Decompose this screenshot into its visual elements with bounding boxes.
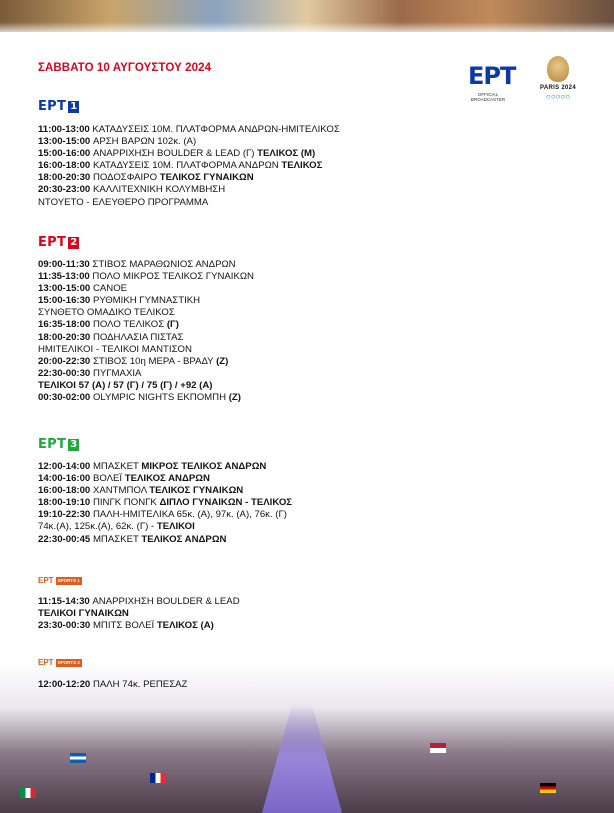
schedule-bold-text: 19:10-22:30 <box>38 509 93 521</box>
flag-icon <box>150 773 166 783</box>
schedule-line <box>38 172 340 184</box>
olympic-rings-icon: ○○○○○ <box>545 92 571 101</box>
schedule-text: ΑΡΣΗ ΒΑΡΩΝ 102κ. (Α) <box>92 136 197 148</box>
paris-2024-logo: PARIS 2024 ○○○○○ <box>538 56 578 110</box>
schedule-text: ΝΤΟΥΕΤΟ - ΕΛΕΥΘΕΡΟ ΠΡΟΓΡΑΜΜΑ <box>38 196 209 208</box>
schedule-bold-text: 12:00-12:20 <box>38 679 93 690</box>
schedule-text: ΚΑΤΑΔΥΣΕΙΣ 10Μ. ΠΛΑΤΦΟΡΜΑ ΑΝΔΡΩΝ-ΗΜΙΤΕΛΙΚΟΣ <box>92 124 340 135</box>
schedule-ert2 <box>38 259 254 404</box>
schedule-line <box>38 485 292 497</box>
schedule-bold-text: 09:00-11:30 <box>38 259 93 270</box>
schedule-ert-sports2 <box>38 679 187 691</box>
schedule-text: ΠΟΛΟ ΜΙΚΡΟΣ ΤΕΛΙΚΟΣ ΓΥΝΑΙΚΩΝ <box>92 271 254 283</box>
schedule-bold-text: 23:30-00:30 <box>38 620 93 632</box>
schedule-bold-text: 16:00-18:00 <box>38 485 93 497</box>
schedule-bold-text: 22:30-00:45 <box>38 533 93 545</box>
schedule-bold-text: 00:30-02:00 <box>38 392 93 404</box>
schedule-text: ΑΝΑΡΡΙΧΗΣΗ BOULDER & LEAD (Γ) <box>92 148 258 160</box>
schedule-line <box>38 608 240 620</box>
schedule-bold-text: 20:00-22:30 <box>38 355 93 367</box>
schedule-line <box>38 392 254 404</box>
schedule-line <box>38 295 254 307</box>
schedule-bold-text: ΤΕΛΙΚΟΙ 57 (Α) / 57 (Γ) / 75 (Γ) / +92 (Α) <box>38 379 213 391</box>
schedule-text: ΜΠΙΤΣ ΒΟΛΕΪ <box>92 620 157 632</box>
schedule-bold-text: 18:00-20:30 <box>38 331 93 343</box>
paris-flame-icon <box>547 56 569 82</box>
schedule-line <box>38 307 254 319</box>
schedule-bold-text: 20:30-23:00 <box>38 184 93 196</box>
schedule-bold-text: 18:00-20:30 <box>38 172 93 184</box>
schedule-bold-text: (Ζ) <box>228 392 241 404</box>
schedule-ert-sports1 <box>38 596 240 632</box>
schedule-line <box>38 136 340 148</box>
schedule-text: ΑΝΑΡΡΙΧΗΣΗ BOULDER & LEAD <box>92 596 240 607</box>
schedule-text: CANOE <box>92 283 128 295</box>
schedule-text: ΚΑΤΑΔΥΣΕΙΣ 10Μ. ΠΛΑΤΦΟΡΜΑ ΑΝΔΡΩΝ <box>92 160 282 172</box>
schedule-line <box>38 679 187 691</box>
schedule-line <box>38 184 340 196</box>
schedule-bold-text: ΤΕΛΙΚΟΙ ΓΥΝΑΙΚΩΝ <box>38 608 129 620</box>
schedule-bold-text: 11:00-13:00 <box>38 124 93 135</box>
schedule-text: ΠΟΔΟΣΦΑΙΡΟ <box>92 172 160 184</box>
channel-label-ert1: ΕΡΤ 1 <box>38 99 78 114</box>
schedule-line <box>38 461 292 473</box>
schedule-line <box>38 368 254 380</box>
schedule-text: ΠΙΝΓΚ ΠΟΝΓΚ <box>92 497 160 509</box>
schedule-bold-text: ΤΕΛΙΚΟΣ (Μ) <box>257 148 316 160</box>
logo-group <box>468 56 598 110</box>
schedule-bold-text: ΤΕΛΙΚΟΣ (Α) <box>156 620 214 632</box>
schedule-line <box>38 534 292 546</box>
schedule-line <box>38 283 254 295</box>
schedule-bold-text: (Ζ) <box>216 355 229 367</box>
flag-icon <box>540 783 556 793</box>
schedule-line <box>38 596 240 608</box>
schedule-bold-text: ΤΕΛΙΚΟΣ <box>281 160 323 172</box>
schedule-bold-text: 14:00-16:00 <box>38 473 93 485</box>
schedule-bold-text: ΤΕΛΙΚΟΙ <box>156 521 195 533</box>
schedule-bold-text: (Γ) <box>166 319 179 331</box>
schedule-line <box>38 509 292 521</box>
flag-icon <box>70 753 86 763</box>
schedule-line <box>38 271 254 283</box>
schedule-bold-text: 12:00-14:00 <box>38 461 93 472</box>
schedule-bold-text: 13:00-15:00 <box>38 283 93 295</box>
schedule-bold-text: 22:30-00:30 <box>38 367 93 379</box>
schedule-line <box>38 356 254 368</box>
schedule-line <box>38 160 340 172</box>
official-broadcaster-label: OFFICIAL BROADCASTER <box>470 92 506 102</box>
schedule-ert1 <box>38 124 340 209</box>
channel-label-ert2: ΕΡΤ 2 <box>38 235 78 250</box>
schedule-text: ΒΟΛΕΪ <box>92 473 125 485</box>
flag-icon <box>430 743 446 753</box>
channel-label-ert-sports2: ΕΡΤ SPORTS 2 <box>38 658 80 667</box>
schedule-text: ΡΥΘΜΙΚΗ ΓΥΜΝΑΣΤΙΚΗ <box>92 295 201 307</box>
schedule-line <box>38 521 292 533</box>
schedule-bold-text: 13:00-15:00 <box>38 136 93 148</box>
schedule-bold-text: 11:15-14:30 <box>38 596 93 607</box>
schedule-line <box>38 148 340 160</box>
schedule-text: ΠΟΔΗΛΑΣΙΑ ΠΙΣΤΑΣ <box>92 331 184 343</box>
schedule-line <box>38 380 254 392</box>
schedule-bold-text: 15:00-16:00 <box>38 148 93 160</box>
schedule-line <box>38 124 340 136</box>
schedule-text: ΠΟΛΟ ΤΕΛΙΚΟΣ <box>92 319 167 331</box>
ert-logo: ΕΡΤ <box>468 62 516 90</box>
schedule-line <box>38 332 254 344</box>
schedule-bold-text: ΤΕΛΙΚΟΣ ΓΥΝΑΙΚΩΝ <box>149 485 244 497</box>
schedule-bold-text: 18:00-19:10 <box>38 497 93 509</box>
schedule-text: 74κ.(Α), 125κ.(Α), 62κ. (Γ) - <box>38 521 157 533</box>
schedule-ert3 <box>38 461 292 546</box>
schedule-bold-text: ΔΙΠΛΟ ΓΥΝΑΙΚΩΝ - ΤΕΛΙΚΟΣ <box>159 497 293 509</box>
schedule-text: ΣΤΙΒΟΣ 10η ΜΕΡΑ - ΒΡΑΔΥ <box>92 355 217 367</box>
schedule-bold-text: 15:00-16:30 <box>38 295 93 307</box>
schedule-line <box>38 344 254 356</box>
schedule-text: ΧΑΝΤΜΠΟΛ <box>92 485 150 497</box>
schedule-line <box>38 319 254 331</box>
schedule-bold-text: 11:35-13:00 <box>38 271 93 283</box>
schedule-text: OLYMPIC NIGHTS ΕΚΠΟΜΠΗ <box>92 392 229 404</box>
header-fade <box>0 22 614 36</box>
schedule-text: ΠΥΓΜΑΧΙΑ <box>92 367 142 379</box>
schedule-bold-text: ΤΕΛΙΚΟΣ ΑΝΔΡΩΝ <box>141 533 227 545</box>
channel-label-ert-sports1: ΕΡΤ SPORTS 1 <box>38 576 80 585</box>
schedule-text: ΜΠΑΣΚΕΤ <box>92 461 142 472</box>
flag-icon <box>20 788 36 798</box>
schedule-text: ΚΑΛΛΙΤΕΧΝΙΚΗ ΚΟΛΥΜΒΗΣΗ <box>92 184 226 196</box>
schedule-text: ΜΠΑΣΚΕΤ <box>92 533 142 545</box>
schedule-date: ΣΑΒΒΑΤΟ 10 ΑΥΓΟΥΣΤΟΥ 2024 <box>38 62 212 74</box>
schedule-text: ΣΥΝΘΕΤΟ ΟΜΑΔΙΚΟ ΤΕΛΙΚΟΣ <box>38 307 175 319</box>
schedule-line <box>38 197 340 209</box>
schedule-line <box>38 620 240 632</box>
schedule-text: ΠΑΛΗ 74κ. ΡΕΠΕΣΑΖ <box>92 679 188 690</box>
schedule-bold-text: 16:35-18:00 <box>38 319 93 331</box>
channel-label-ert3: ΕΡΤ 3 <box>38 437 78 452</box>
schedule-line <box>38 259 254 271</box>
schedule-bold-text: ΤΕΛΙΚΟΣ ΑΝΔΡΩΝ <box>124 473 210 485</box>
schedule-bold-text: 16:00-18:00 <box>38 160 93 172</box>
schedule-bold-text: ΜΙΚΡΟΣ ΤΕΛΙΚΟΣ ΑΝΔΡΩΝ <box>141 461 267 472</box>
schedule-line <box>38 473 292 485</box>
schedule-line <box>38 497 292 509</box>
schedule-text: ΗΜΙΤΕΛΙΚΟΙ - ΤΕΛΙΚΟΙ ΜΑΝΤΙΣΟΝ <box>38 343 192 355</box>
schedule-bold-text: ΤΕΛΙΚΟΣ ΓΥΝΑΙΚΩΝ <box>159 172 254 184</box>
schedule-text: ΠΑΛΗ-ΗΜΙΤΕΛΙΚΑ 65κ. (Α), 97κ. (Α), 76κ. (Γ) <box>92 509 287 521</box>
schedule-text: ΣΤΙΒΟΣ ΜΑΡΑΘΩΝΙΟΣ ΑΝΔΡΩΝ <box>92 259 236 270</box>
